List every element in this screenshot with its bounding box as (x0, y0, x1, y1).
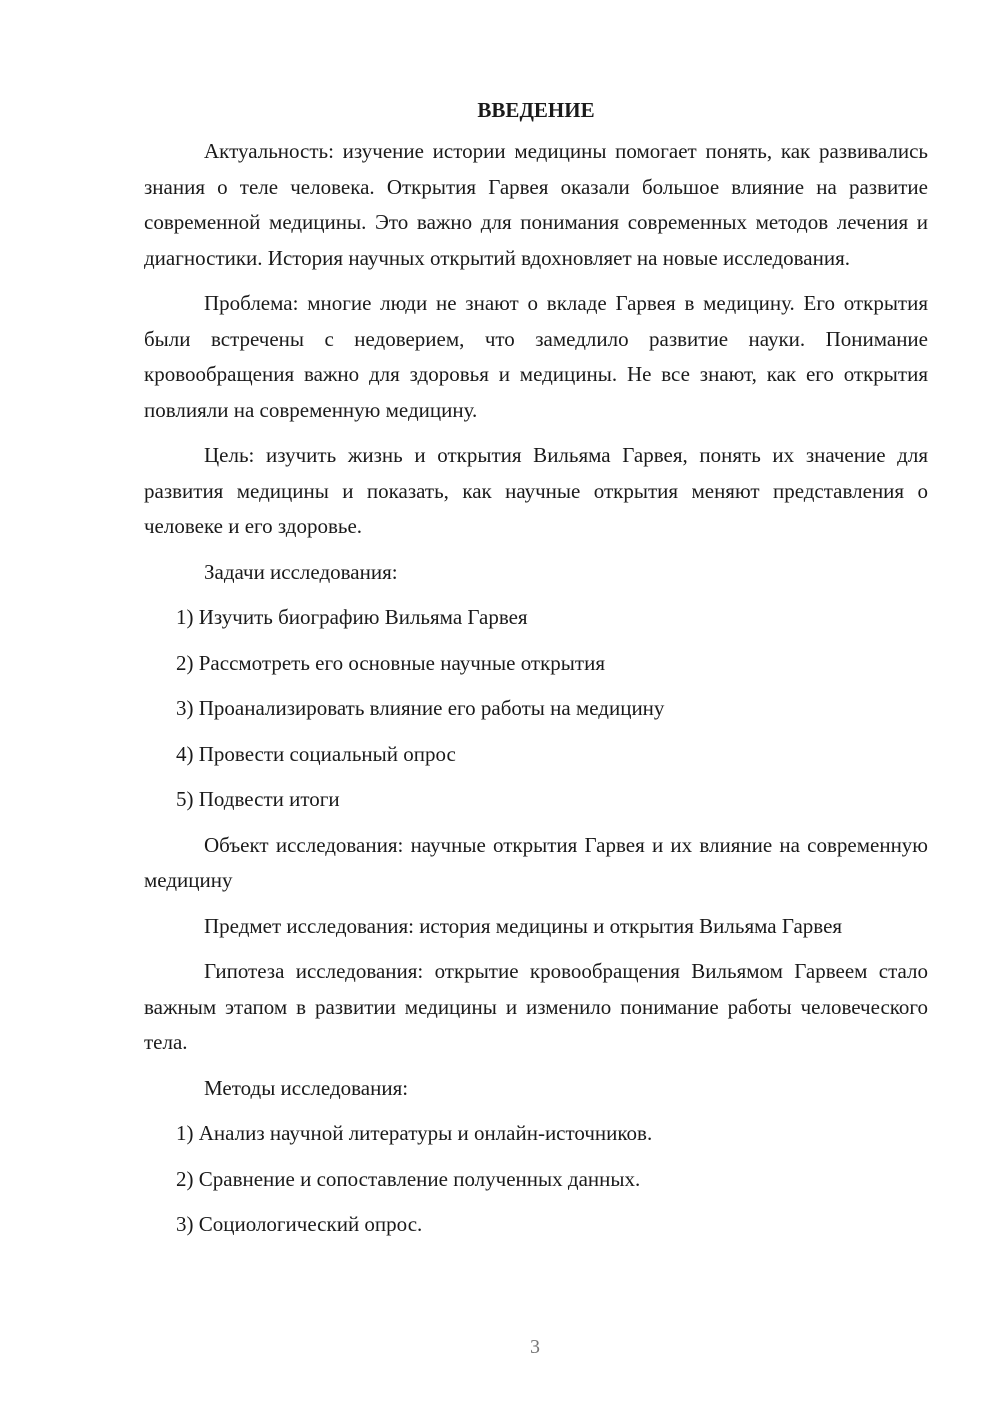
goal-paragraph: Цель: изучить жизнь и открытия Вильяма Гарвея, понять их значение для развития медицины и показать, как научные открытия меняют представления о человеке и его здоровье. (144, 443, 928, 538)
list-item: 3) Проанализировать влияние его работы на медицину (176, 696, 665, 720)
list-item: 2) Рассмотреть его основные научные открытия (176, 650, 605, 675)
list-item: 3) Социологический опрос. (176, 1212, 423, 1236)
relevance-paragraph: Актуальность: изучение истории медицины помогает понять, как развивались знания о теле человека. Открытия Гарвея оказали большое влияние на развитие современной медицины. Это важно для понимания современных методов лечения и диагностики. История научных открытий вдохновляет на новые исследования. (144, 139, 928, 270)
object-paragraph: Объект исследования: научные открытия Гарвея и их влияние на современную медицину (144, 832, 928, 892)
methods-title: Методы исследования: (204, 1075, 409, 1100)
list-item: 2) Сравнение и сопоставление полученных данных. (176, 1166, 641, 1191)
tasks-title: Задачи исследования: (204, 559, 398, 584)
list-item: 1) Анализ научной литературы и онлайн-источников. (176, 1121, 653, 1145)
problem-paragraph: Проблема: многие люди не знают о вкладе Гарвея в медицину. Его открытия были встречены с недоверием, что замедлило развитие науки. Понимание кровообращения важно для здоровья и медицины. Не все знают, как его открытия повлияли на современную медицину. (144, 291, 928, 422)
section-heading: ВВЕДЕНИЕ (477, 98, 595, 122)
tasks-list (144, 600, 928, 818)
list-item: 1) Изучить биографию Вильяма Гарвея (176, 605, 528, 629)
list-item: 5) Подвести итоги (176, 787, 340, 811)
list-item: 4) Провести социальный опрос (176, 741, 456, 766)
methods-list (144, 1116, 928, 1243)
page-number: 3 (530, 1336, 540, 1358)
hypothesis-paragraph: Гипотеза исследования: открытие кровообращения Вильямом Гарвеем стало важным этапом в развитии медицины и изменило понимание работы человеческого тела. (144, 959, 928, 1054)
subject-paragraph: Предмет исследования: история медицины и открытия Вильяма Гарвея (204, 913, 843, 938)
page-content (144, 96, 928, 1243)
